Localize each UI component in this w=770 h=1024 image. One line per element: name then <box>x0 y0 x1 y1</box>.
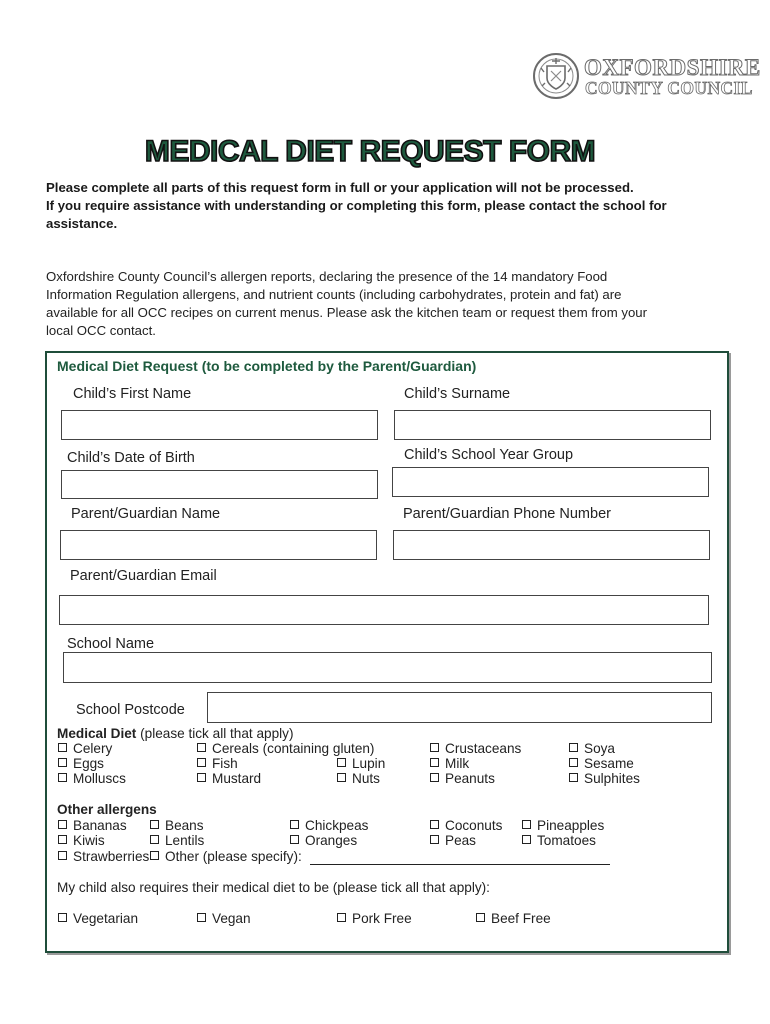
checkbox-lupin[interactable]: Lupin <box>337 756 385 771</box>
notice-line-2: If you require assistance with understanding or completing this form, please contact the school for <box>46 198 667 213</box>
first-name-label: Child’s First Name <box>73 386 192 402</box>
form-heading: Medical Diet Request (to be completed by the Parent/Guardian) <box>57 358 477 374</box>
checkbox-icon <box>197 773 206 782</box>
guardian-name-label: Parent/Guardian Name <box>71 506 221 522</box>
checkbox-icon <box>569 743 578 752</box>
checkbox-milk[interactable]: Milk <box>430 756 469 771</box>
checkbox-peanuts[interactable]: Peanuts <box>430 771 495 786</box>
checkbox-icon <box>430 820 439 829</box>
notice-line-1: Please complete all parts of this request form in full or your application will not be processed. <box>46 180 634 195</box>
school-postcode-field[interactable] <box>207 692 712 723</box>
checkbox-icon <box>58 913 67 922</box>
surname-field[interactable] <box>394 410 711 440</box>
intro-line-1: Oxfordshire County Council’s allergen reports, declaring the presence of the 14 mandatory Food <box>46 269 608 284</box>
council-crest-icon <box>532 52 580 100</box>
checkbox-eggs[interactable]: Eggs <box>58 756 104 771</box>
guardian-name-field[interactable] <box>60 530 377 560</box>
checkbox-icon <box>197 743 206 752</box>
checkbox-mustard[interactable]: Mustard <box>197 771 261 786</box>
checkbox-icon <box>58 758 67 767</box>
school-name-field[interactable] <box>63 652 712 683</box>
checkbox-beef-free[interactable]: Beef Free <box>476 911 551 926</box>
checkbox-icon <box>522 820 531 829</box>
checkbox-icon <box>522 835 531 844</box>
checkbox-strawberries[interactable]: Strawberries <box>58 849 149 864</box>
checkbox-soya[interactable]: Soya <box>569 741 615 756</box>
checkbox-nuts[interactable]: Nuts <box>337 771 380 786</box>
checkbox-oranges[interactable]: Oranges <box>290 833 357 848</box>
checkbox-icon <box>430 835 439 844</box>
checkbox-pineapples[interactable]: Pineapples <box>522 818 604 833</box>
checkbox-fish[interactable]: Fish <box>197 756 238 771</box>
checkbox-icon <box>150 820 159 829</box>
checkbox-tomatoes[interactable]: Tomatoes <box>522 833 596 848</box>
intro-line-3: available for all OCC recipes on current menus. Please ask the kitchen team or request them from your <box>46 305 648 320</box>
checkbox-icon <box>290 835 299 844</box>
guardian-phone-field[interactable] <box>393 530 710 560</box>
other-allergens-heading: Other allergens <box>57 802 157 817</box>
checkbox-icon <box>430 758 439 767</box>
checkbox-icon <box>58 835 67 844</box>
checkbox-icon <box>337 773 346 782</box>
checkbox-icon <box>569 773 578 782</box>
checkbox-sesame[interactable]: Sesame <box>569 756 634 771</box>
checkbox-kiwis[interactable]: Kiwis <box>58 833 105 848</box>
checkbox-celery[interactable]: Celery <box>58 741 112 756</box>
dob-field[interactable] <box>61 470 378 499</box>
school-postcode-label: School Postcode <box>76 702 185 718</box>
checkbox-icon <box>476 913 485 922</box>
logo-text-oxfordshire: OXFORDSHIRE <box>584 55 761 80</box>
checkbox-icon <box>337 758 346 767</box>
checkbox-icon <box>197 913 206 922</box>
page-title: MEDICAL DIET REQUEST FORM <box>144 135 596 168</box>
surname-label: Child’s Surname <box>404 386 511 402</box>
checkbox-icon <box>58 851 67 860</box>
checkbox-bananas[interactable]: Bananas <box>58 818 127 833</box>
first-name-field[interactable] <box>61 410 378 440</box>
year-group-field[interactable] <box>392 467 709 497</box>
checkbox-sulphites[interactable]: Sulphites <box>569 771 640 786</box>
checkbox-beans[interactable]: Beans <box>150 818 204 833</box>
checkbox-icon <box>430 773 439 782</box>
guardian-email-label: Parent/Guardian Email <box>70 568 217 584</box>
checkbox-crustaceans[interactable]: Crustaceans <box>430 741 521 756</box>
guardian-phone-label: Parent/Guardian Phone Number <box>403 506 611 522</box>
checkbox-icon <box>58 773 67 782</box>
logo-text-county-council: COUNTY COUNCIL <box>585 78 753 98</box>
checkbox-pork-free[interactable]: Pork Free <box>337 911 412 926</box>
checkbox-peas[interactable]: Peas <box>430 833 476 848</box>
checkbox-icon <box>150 835 159 844</box>
checkbox-vegetarian[interactable]: Vegetarian <box>58 911 138 926</box>
checkbox-chickpeas[interactable]: Chickpeas <box>290 818 368 833</box>
checkbox-vegan[interactable]: Vegan <box>197 911 251 926</box>
school-name-label: School Name <box>67 636 155 652</box>
checkbox-coconuts[interactable]: Coconuts <box>430 818 502 833</box>
checkbox-icon <box>337 913 346 922</box>
checkbox-other-allergen[interactable]: Other (please specify): <box>150 849 302 864</box>
intro-line-2: Information Regulation allergens, and nutrient counts (including carbohydrates, protein and fat) are <box>46 287 622 302</box>
checkbox-icon <box>569 758 578 767</box>
checkbox-icon <box>58 820 67 829</box>
year-group-label: Child’s School Year Group <box>404 447 574 463</box>
checkbox-cereals[interactable]: Cereals (containing gluten) <box>197 741 374 756</box>
checkbox-icon <box>58 743 67 752</box>
guardian-email-field[interactable] <box>59 595 709 625</box>
requirements-prompt: My child also requires their medical diet to be (please tick all that apply): <box>57 880 490 895</box>
medical-diet-heading: Medical Diet (please tick all that apply) <box>57 726 294 741</box>
checkbox-lentils[interactable]: Lentils <box>150 833 204 848</box>
council-logo <box>532 52 768 102</box>
checkbox-icon <box>430 743 439 752</box>
checkbox-icon <box>197 758 206 767</box>
dob-label: Child’s Date of Birth <box>67 450 195 466</box>
checkbox-molluscs[interactable]: Molluscs <box>58 771 126 786</box>
intro-line-4: local OCC contact. <box>46 323 156 338</box>
checkbox-icon <box>290 820 299 829</box>
notice-line-3: assistance. <box>46 216 118 231</box>
checkbox-icon <box>150 851 159 860</box>
other-allergen-specify-field[interactable] <box>310 849 610 865</box>
